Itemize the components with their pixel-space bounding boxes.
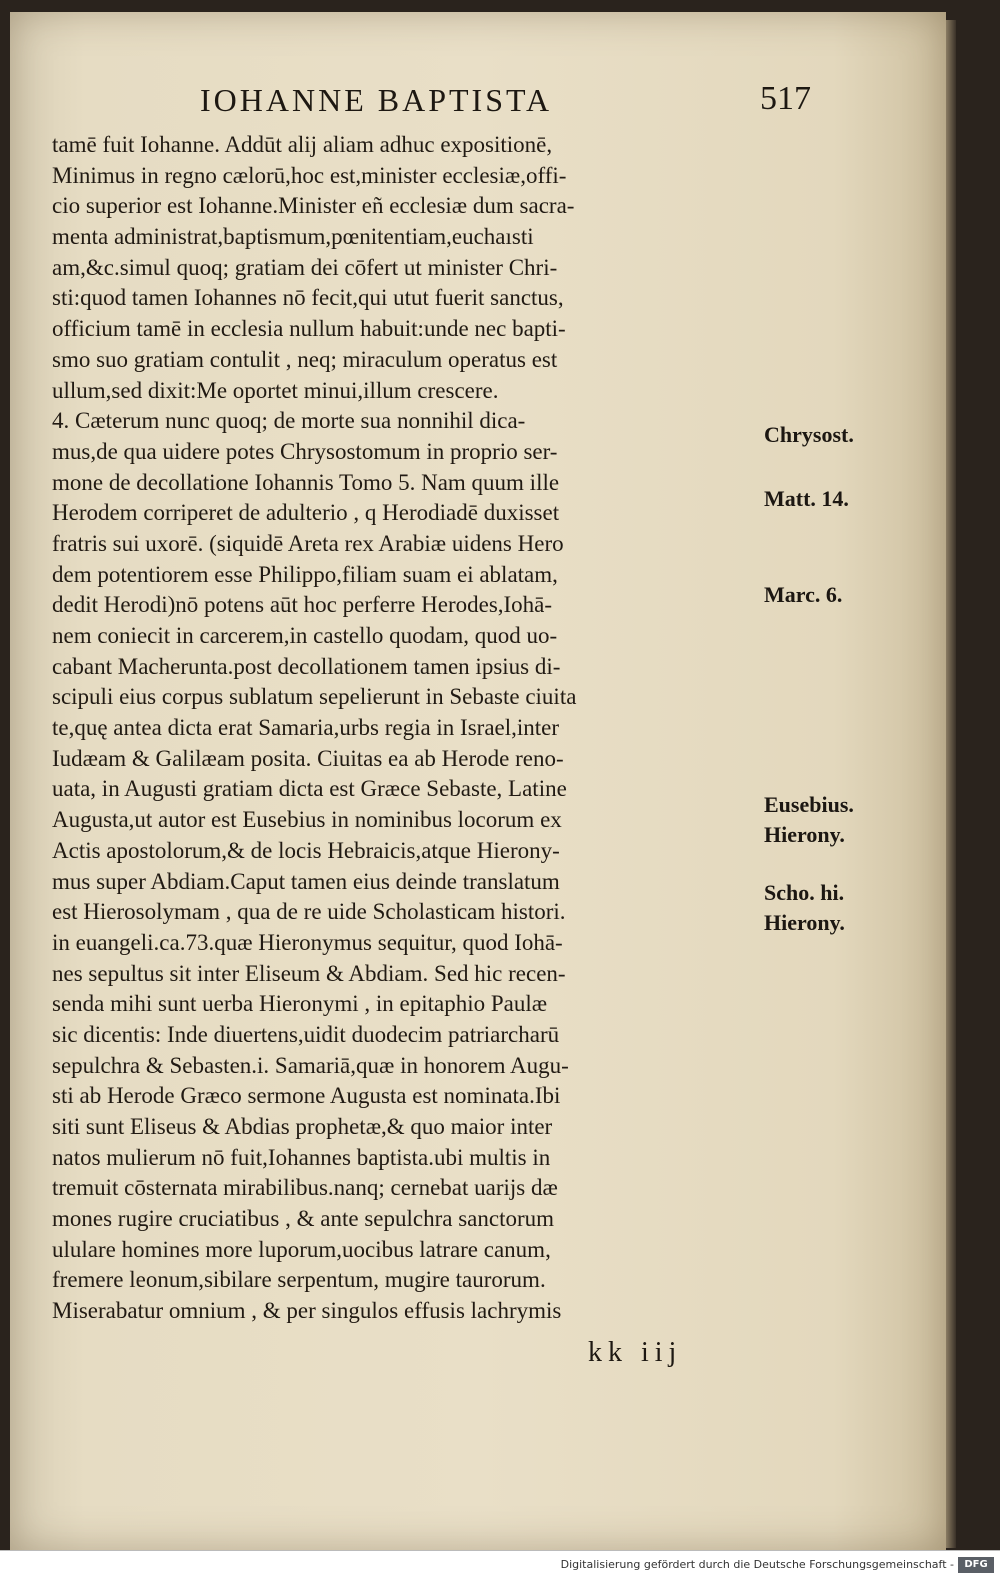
margin-note-jerome: Hierony. <box>764 822 845 847</box>
signature-mark: kk iij <box>588 1337 683 1368</box>
text-line: cabant Macherunta.post decollationem tamen ipsius di- <box>52 653 561 679</box>
text-line: ululare homines more luporum,uocibus latrare canum, <box>52 1236 551 1262</box>
digitization-footer <box>0 1550 1000 1580</box>
text-line: uata, in Augusti gratiam dicta est Græce Sebaste, Latine <box>52 776 567 802</box>
body-text <box>52 130 772 1327</box>
text-line: ullum,sed dixit:Me oportet minui,illum crescere. <box>52 377 499 403</box>
text-line: est Hierosolymam , qua de re uide Scholasticam histori. <box>52 899 566 925</box>
margin-note-matthew: Matt. 14. <box>764 486 849 511</box>
margin-note-scholastica: Scho. hi. <box>764 880 845 905</box>
text-line: smo suo gratiam contulit , neq; miraculum operatus est <box>52 346 558 372</box>
text-line: senda mihi sunt uerba Hieronymi , in epitaphio Paulæ <box>52 991 548 1017</box>
text-line: Herodem corriperet de adulterio , q Herodiadē duxisset <box>52 500 560 526</box>
text-line: menta administrat,baptismum,pœnitentiam,euchaısti <box>52 224 534 250</box>
text-line: Miserabatur omnium , & per singulos effusis lachrymis <box>52 1298 562 1324</box>
text-line: fremere leonum,sibilare serpentum, mugire taurorum. <box>52 1267 546 1293</box>
text-line: cio superior est Iohanne.Minister eñ ecclesiæ dum sacra- <box>52 193 575 219</box>
text-line: Minimus in regno cælorū,hoc est,minister ecclesiæ,offi- <box>52 162 567 188</box>
margin-note-eusebius: Eusebius. <box>764 792 854 817</box>
text-line: dedit Herodi)nō potens aūt hoc perferre Herodes,Iohā- <box>52 592 553 618</box>
text-line: mus,de qua uidere potes Chrysostomum in proprio ser- <box>52 438 558 464</box>
text-line: scipuli eius corpus sublatum sepelierunt in Sebaste ciuita <box>52 684 577 710</box>
text-line: sti ab Herode Græco sermone Augusta est nominata.Ibi <box>52 1083 561 1109</box>
text-line: siti sunt Eliseus & Abdias prophetæ,& quo maior inter <box>52 1114 553 1139</box>
text-line: officium tamē in ecclesia nullum habuit:unde nec bapti- <box>52 316 566 342</box>
margin-note-mark: Marc. 6. <box>764 582 843 607</box>
text-line: sepulchra & Sebasten.i. Samariā,quæ in honorem Augu- <box>52 1052 569 1078</box>
running-head: IOHANNE BAPTISTA <box>200 82 553 118</box>
text-line: sti:quod tamen Iohannes nō fecit,qui utut fuerit sanctus, <box>52 285 564 311</box>
text-line: sic dicentis: Inde diuertens,uidit duodecim patriarcharū <box>52 1021 560 1047</box>
page-edge <box>946 20 956 1548</box>
text-line: fratris sui uxorē. (siquidē Areta rex Arabiæ uidens Hero <box>52 530 564 556</box>
dfg-logo: DFG <box>958 1557 994 1573</box>
text-line: 4. Cæterum nunc quoq; de morte sua nonnihil dica- <box>52 408 526 434</box>
text-line: Iudæam & Galilæam posita. Ciuitas ea ab Herode reno- <box>52 745 564 771</box>
text-line: te,quę antea dicta erat Samaria,urbs regia in Israel,inter <box>52 715 560 741</box>
text-line: Augusta,ut autor est Eusebius in nominibus locorum ex <box>52 807 562 833</box>
text-line: tremuit cōsternata mirabilibus.nanq; cernebat uarijs dæ <box>52 1175 558 1201</box>
text-line: am,&c.simul quoq; gratiam dei cōfert ut minister Chri- <box>52 254 558 280</box>
text-line: Actis apostolorum,& de locis Hebraicis,atque Hierony- <box>52 837 560 863</box>
text-line: mones rugire cruciatibus , & ante sepulchra sanctorum <box>52 1206 555 1232</box>
funding-credit: Digitalisierung gefördert durch die Deutsche Forschungsgemeinschaft - <box>560 1558 954 1571</box>
margin-note-jerome-2: Hierony. <box>764 910 845 935</box>
text-line: natos mulierum nō fuit,Iohannes baptista.ubi multis in <box>52 1144 551 1170</box>
margin-note-chrysostom: Chrysost. <box>764 422 854 447</box>
text-line: dem potentiorem esse Philippo,filiam suam ei ablatam, <box>52 561 558 587</box>
text-line: mone de decollatione Iohannis Tomo 5. Nam quum ille <box>52 469 560 495</box>
folio-number: 517 <box>760 80 811 117</box>
text-line: tamē fuit Iohanne. Addūt alij aliam adhuc expositionē, <box>52 132 553 157</box>
text-line: in euangeli.ca.73.quæ Hieronymus sequitur, quod Iohā- <box>52 929 563 955</box>
text-line: nem coniecit in carcerem,in castello quodam, quod uo- <box>52 623 558 648</box>
text-line: nes sepultus sit inter Eliseum & Abdiam. Sed hic recen- <box>52 960 566 986</box>
text-line: mus super Abdiam.Caput tamen eius deinde translatum <box>52 868 560 894</box>
